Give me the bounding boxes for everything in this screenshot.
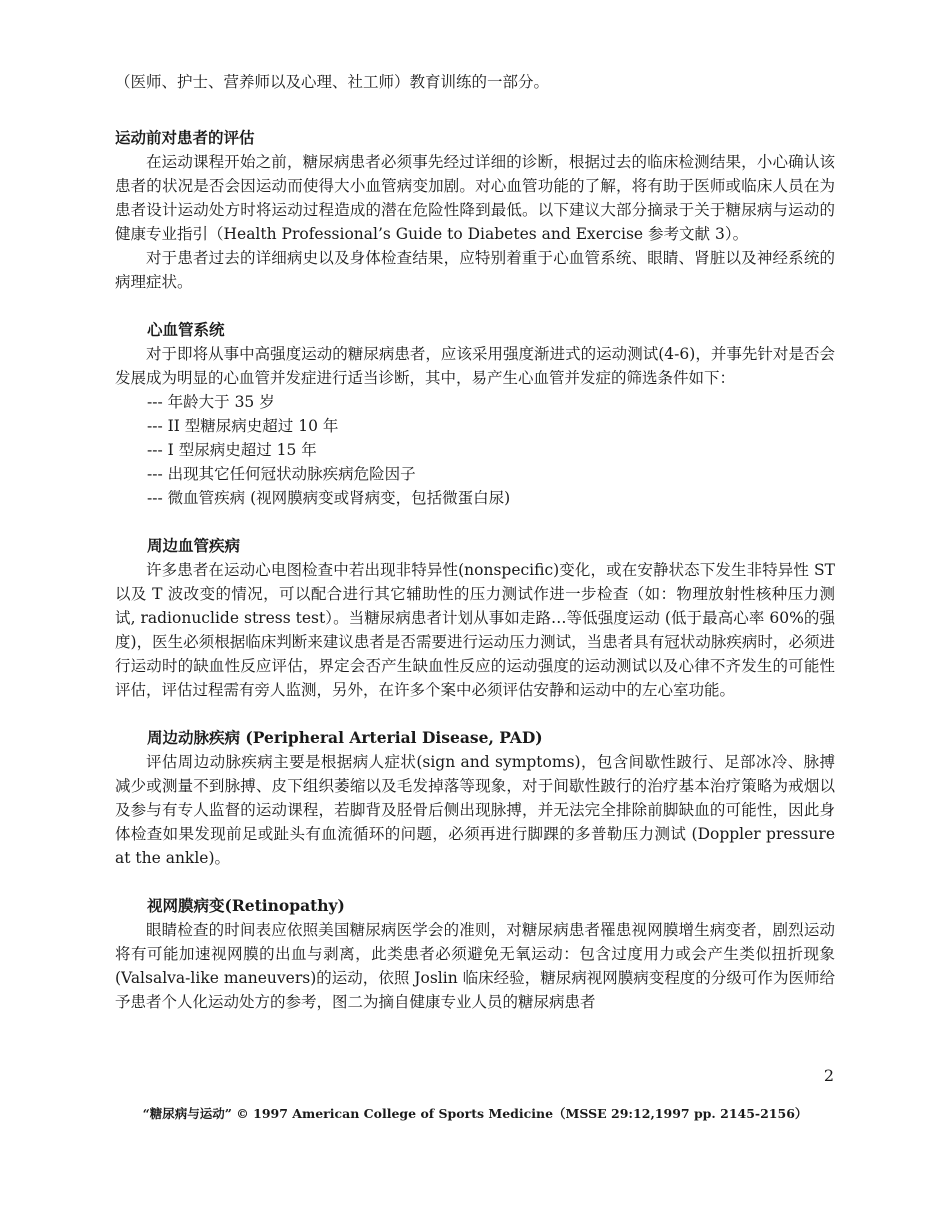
list-item: --- 微血管疾病 (视网膜病变或肾病变，包括微蛋白尿): [147, 489, 511, 507]
peripheral-vascular-paragraph: 许多患者在运动心电图检查中若出现非特异性(nonspecific)变化，或在安静状态下发生非特异性 ST 以及 T 波改变的情况，可以配合进行其它辅助性的压力测试作进一步检查（如：物理放射性核种压力测试, radionuclide stress test）。当糖尿病患者计划从事如走路…等低强度运动 (低于最高心率 60%的强度)，医生必须根据临床判断来建议患者是否需要进行运动压力测试，当患者具有冠状动脉疾病时，必须进行运动时的缺血性反应评估，界定会否产生缺血性反应的运动强度的运动测试以及心律不齐发生的可能性评估，评估过程需有旁人监测，另外，在许多个案中必须评估安静和运动中的左心室功能。: [115, 561, 835, 699]
retinopathy-paragraph: 眼睛检查的时间表应依照美国糖尿病医学会的准则，对糖尿病患者罹患视网膜增生病变者，剧烈运动将有可能加速视网膜的出血与剥离，此类患者必须避免无氧运动：包含过度用力或会产生类似扭折现象(Valsalva-like maneuvers)的运动，依照 Joslin 临床经验，糖尿病视网膜病变程度的分级可作为医师给予患者个人化运动处方的参考，图二为摘自健康专业人员的糖尿病患者: [115, 921, 835, 1011]
list-item: --- I 型尿病史超过 15 年: [147, 441, 317, 459]
pad-heading: 周边动脉疾病 (Peripheral Arterial Disease, PAD): [147, 728, 543, 747]
list-item: --- 年龄大于 35 岁: [147, 393, 275, 411]
cardio-paragraph-1: 对于即将从事中高强度运动的糖尿病患者，应该采用强度渐进式的运动测试(4-6)，并事先针对是否会发展成为明显的心血管并发症进行适当诊断，其中，易产生心血管并发症的筛选条件如下：: [115, 345, 835, 387]
pad-paragraph: 评估周边动脉疾病主要是根据病人症状(sign and symptoms)，包含间歇性跛行、足部冰冷、脉搏减少或测量不到脉搏、皮下组织萎缩以及毛发掉落等现象，对于间歇性跛行的治疗基本治疗策略为戒烟以及参与有专人监督的运动课程，若脚背及胫骨后侧出现脉搏，并无法完全排除前脚缺血的可能性，因此身体检查如果发现前足或趾头有血流循环的问题，必须再进行脚踝的多普勒压力测试 (Doppler pressure at the ankle)。: [115, 753, 835, 867]
cardio-criteria-list: [115, 390, 835, 510]
assessment-heading: 运动前对患者的评估: [115, 128, 255, 147]
intro-line: （医师、护士、营养师以及心理、社工师）教育训练的一部分。: [115, 73, 550, 91]
cardio-heading: 心血管系统: [147, 320, 225, 339]
footer-citation: “糖尿病与运动” © 1997 American College of Sports Medicine（MSSE 29:12,1997 pp. 2145-2156）: [142, 1106, 808, 1121]
assessment-paragraph-2: 对于患者过去的详细病史以及身体检查结果，应特别着重于心血管系统、眼睛、肾脏以及神经系统的病理症状。: [115, 249, 835, 291]
list-item: --- II 型糖尿病史超过 10 年: [147, 417, 339, 435]
assessment-paragraph-1: 在运动课程开始之前，糖尿病患者必须事先经过详细的诊断，根据过去的临床检测结果，小心确认该患者的状况是否会因运动而使得大小血管病变加剧。对心血管功能的了解，将有助于医师或临床人员在为患者设计运动处方时将运动过程造成的潜在危险性降到最低。以下建议大部分摘录于关于糖尿病与运动的健康专业指引（Health Professional’s Guide to Diabetes and Exercise 参考文献 3）。: [115, 153, 835, 243]
peripheral-vascular-heading: 周边血管疾病: [147, 536, 241, 555]
page-content: [115, 70, 835, 1014]
page-number: 2: [823, 1066, 834, 1085]
retinopathy-heading: 视网膜病变(Retinopathy): [147, 896, 345, 915]
list-item: --- 出现其它任何冠状动脉疾病危险因子: [147, 465, 416, 483]
